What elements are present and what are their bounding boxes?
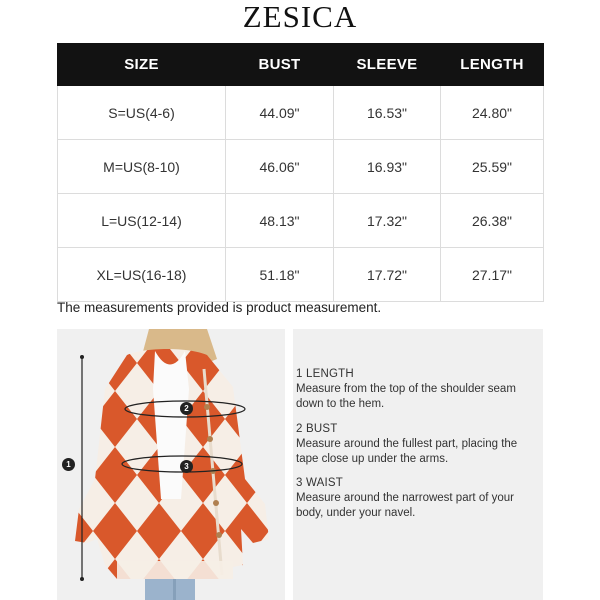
table-row [58,140,544,194]
bust-marker-badge: 2 [180,402,193,415]
header-bust: BUST [226,44,334,86]
waist-marker-badge: 3 [180,460,193,473]
sleeve-cell: 16.53" [334,86,441,140]
bust-guide [296,422,541,467]
length-cell: 26.38" [441,194,544,248]
length-marker-badge: 1 [62,458,75,471]
size-cell: XL=US(16-18) [58,248,226,302]
table-row [58,194,544,248]
size-chart-table [57,43,544,302]
bust-cell: 46.06" [226,140,334,194]
sleeve-cell: 16.93" [334,140,441,194]
waist-guide-title: 3 WAIST [296,477,343,489]
length-cell: 27.17" [441,248,544,302]
waist-guide [296,476,541,521]
length-guide-title: 1 LENGTH [296,368,354,380]
table-header-row [58,44,544,86]
size-cell: S=US(4-6) [58,86,226,140]
header-size: SIZE [58,44,226,86]
sleeve-cell: 17.72" [334,248,441,302]
length-guide [296,367,541,412]
brand-logo: ZESICA [242,0,358,34]
length-cell: 25.59" [441,140,544,194]
bust-cell: 48.13" [226,194,334,248]
measurement-note: The measurements provided is product measurement. [57,300,382,315]
sleeve-cell: 17.32" [334,194,441,248]
table-row [58,248,544,302]
size-cell: L=US(12-14) [58,194,226,248]
header-length: LENGTH [441,44,544,86]
header-sleeve: SLEEVE [334,44,441,86]
table-row [58,86,544,140]
cardigan-illustration [57,329,285,600]
bust-guide-text: Measure around the fullest part, placing the tape close up under the arms. [296,438,518,465]
size-cell: M=US(8-10) [58,140,226,194]
bust-cell: 51.18" [226,248,334,302]
product-photo [57,329,285,600]
length-cell: 24.80" [441,86,544,140]
bust-guide-title: 2 BUST [296,423,338,435]
waist-guide-text: Measure around the narrowest part of your body, under your navel. [296,492,514,519]
bust-cell: 44.09" [226,86,334,140]
length-guide-text: Measure from the top of the shoulder seam down to the hem. [296,383,516,410]
measurement-guide [293,329,543,600]
